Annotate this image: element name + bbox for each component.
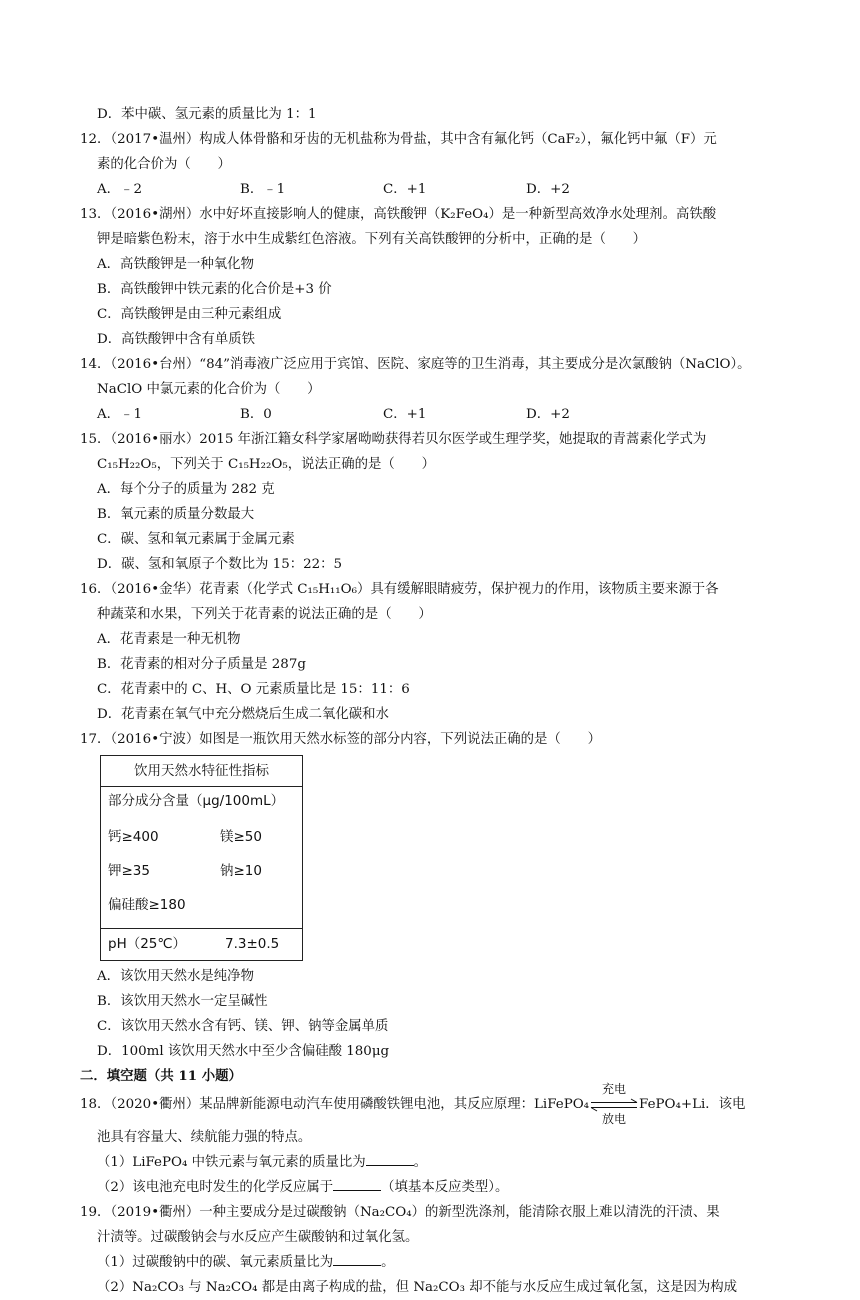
q12-stem-line2: 素的化合价为（ ）: [97, 157, 231, 172]
label-potassium: 钾≥35: [108, 863, 150, 879]
q14-option-c: C．+1: [383, 407, 427, 422]
answer-blank: [333, 1251, 381, 1266]
q16-option-b: B．花青素的相对分子质量是 287g: [97, 657, 306, 672]
arrow-label-charge: 充电: [602, 1081, 627, 1096]
q18-sub1: [80, 1150, 786, 1175]
q13-option-b: B．高铁酸钾中铁元素的化合价是+3 价: [97, 282, 332, 297]
q11-option-d: D．苯中碳、氢元素的质量比为 1：1: [97, 107, 317, 122]
q17-stem: 17．（2016•宁波）如图是一瓶饮用天然水标签的部分内容，下列说法正确的是（ ）: [80, 732, 601, 747]
q12-option-b: B．﹣1: [240, 182, 286, 197]
q19-sub1-text: （1）过碳酸钠中的碳、氧元素质量比为: [97, 1255, 334, 1270]
q18-stem-post: FePO₄+Li．该电: [639, 1097, 746, 1112]
label-ph-value: 7.3±0.5: [225, 936, 280, 952]
q19-stem-line1: 19．（2019•衢州）一种主要成分是过碳酸钠（Na₂CO₄）的新型洗涤剂，能清除衣服上难以清洗的汗渍、果: [80, 1205, 720, 1220]
q14-stem-line2: NaClO 中氯元素的化合价为（ ）: [97, 382, 321, 397]
q17-option-c: C．该饮用天然水含有钙、镁、钾、钠等金属单质: [97, 1019, 389, 1034]
q14-stem-line1: 14．（2016•台州）“84”消毒液广泛应用于宾馆、医院、家庭等的卫生消毒，其主要成分是次氯酸钠（NaClO）。: [80, 357, 751, 372]
q16-option-c: C．花青素中的 C、H、O 元素质量比是 15：11：6: [97, 682, 410, 697]
q12-options: [80, 177, 786, 202]
q14-option-b: B．0: [240, 407, 272, 422]
arrow-label-discharge: 放电: [602, 1111, 627, 1126]
label-magnesium: 镁≥50: [220, 829, 262, 845]
label-ph-name: pH（25℃）: [108, 936, 187, 952]
q19-sub2: （2）Na₂CO₃ 与 Na₂CO₄ 都是由离子构成的盐，但 Na₂CO₃ 却不能与水反应生成过氧化氢，这是因为构成: [97, 1280, 738, 1295]
q15-option-b: B．氧元素的质量分数最大: [97, 507, 255, 522]
answer-blank: [333, 1176, 381, 1191]
q19-sub1: [80, 1250, 786, 1275]
label-sodium: 钠≥10: [220, 863, 262, 879]
reversible-arrow-icon: [590, 1081, 638, 1126]
q17-option-a: A．该饮用天然水是纯净物: [97, 969, 254, 984]
document-page: [80, 102, 786, 1300]
q17-option-b: B．该饮用天然水一定呈碱性: [97, 994, 268, 1009]
q14-options: [80, 402, 786, 427]
label-calcium: 钙≥400: [108, 829, 159, 845]
q18-stem-pre: 18．（2020•衢州）某品牌新能源电动汽车使用磷酸铁锂电池，其反应原理：LiFePO₄: [80, 1097, 590, 1112]
label-metasilicic-acid: 偏硅酸≥180: [108, 897, 186, 913]
q15-option-c: C．碳、氢和氧元素属于金属元素: [97, 532, 295, 547]
q13-option-c: C．高铁酸钾是由三种元素组成: [97, 307, 282, 322]
q12-stem-line1: 12．（2017•温州）构成人体骨骼和牙齿的无机盐称为骨盐，其中含有氟化钙（CaF₂），氟化钙中氟（F）元: [80, 132, 717, 147]
q19-stem-line2: 汁渍等。过碳酸钠会与水反应产生碳酸钠和过氧化氢。: [97, 1230, 419, 1245]
q18-sub2-end: （填基本反应类型）。: [381, 1180, 509, 1195]
section-fill-in-heading: 二．填空题（共 11 小题）: [80, 1068, 242, 1084]
q13-option-d: D．高铁酸钾中含有单质铁: [97, 332, 256, 347]
q18-stem-line1: [80, 1081, 786, 1126]
label-ph-row: [101, 928, 302, 960]
q13-stem-line2: 钾是暗紫色粉末，溶于水中生成紫红色溶液。下列有关高铁酸钾的分析中，正确的是（ ）: [97, 232, 647, 247]
q12-option-a: A．﹣2: [97, 182, 142, 197]
q13-option-a: A．高铁酸钾是一种氧化物: [97, 257, 254, 272]
q14-option-a: A．﹣1: [97, 407, 142, 422]
q14-option-d: D．+2: [526, 407, 570, 422]
q13-stem-line1: 13．（2016•湖州）水中好坏直接影响人的健康，高铁酸钾（K₂FeO₄）是一种新型高效净水处理剂。高铁酸: [80, 207, 717, 222]
q16-option-d: D．花青素在氧气中充分燃烧后生成二氧化碳和水: [97, 707, 389, 722]
q16-stem-line1: 16．（2016•金华）花青素（化学式 C₁₅H₁₁O₆）具有缓解眼睛疲劳，保护视力的作用，该物质主要来源于各: [80, 582, 719, 597]
q16-stem-line2: 种蔬菜和水果，下列关于花青素的说法正确的是（ ）: [97, 607, 432, 622]
water-label-figure: [100, 755, 303, 961]
q18-sub1-end: 。: [413, 1155, 428, 1170]
q16-option-a: A．花青素是一种无机物: [97, 632, 241, 647]
answer-blank: [366, 1151, 414, 1166]
q15-option-a: A．每个分子的质量为 282 克: [97, 482, 275, 497]
q12-option-d: D．+2: [526, 182, 570, 197]
q18-sub1-text: （1）LiFePO₄ 中铁元素与氧元素的质量比为: [97, 1155, 366, 1170]
q18-sub2-text: （2）该电池充电时发生的化学反应属于: [97, 1180, 334, 1195]
q15-stem-line2: C₁₅H₂₂O₅，下列关于 C₁₅H₂₂O₅，说法正确的是（ ）: [97, 457, 435, 472]
q17-option-d: D．100ml 该饮用天然水中至少含偏硅酸 180μg: [97, 1044, 390, 1059]
q15-option-d: D．碳、氢和氧原子个数比为 15：22：5: [97, 557, 343, 572]
q18-stem-line2: 池具有容量大、续航能力强的特点。: [97, 1130, 312, 1145]
label-subtitle: 部分成分含量（μg/100mL）: [108, 793, 285, 809]
q15-stem-line1: 15．（2016•丽水）2015 年浙江籍女科学家屠呦呦获得若贝尔医学或生理学奖，她提取的青蒿素化学式为: [80, 432, 707, 447]
q12-option-c: C．+1: [383, 182, 427, 197]
label-title: 饮用天然水特征性指标: [101, 756, 302, 787]
q19-sub1-end: 。: [381, 1255, 395, 1270]
q18-sub2: [80, 1175, 786, 1200]
